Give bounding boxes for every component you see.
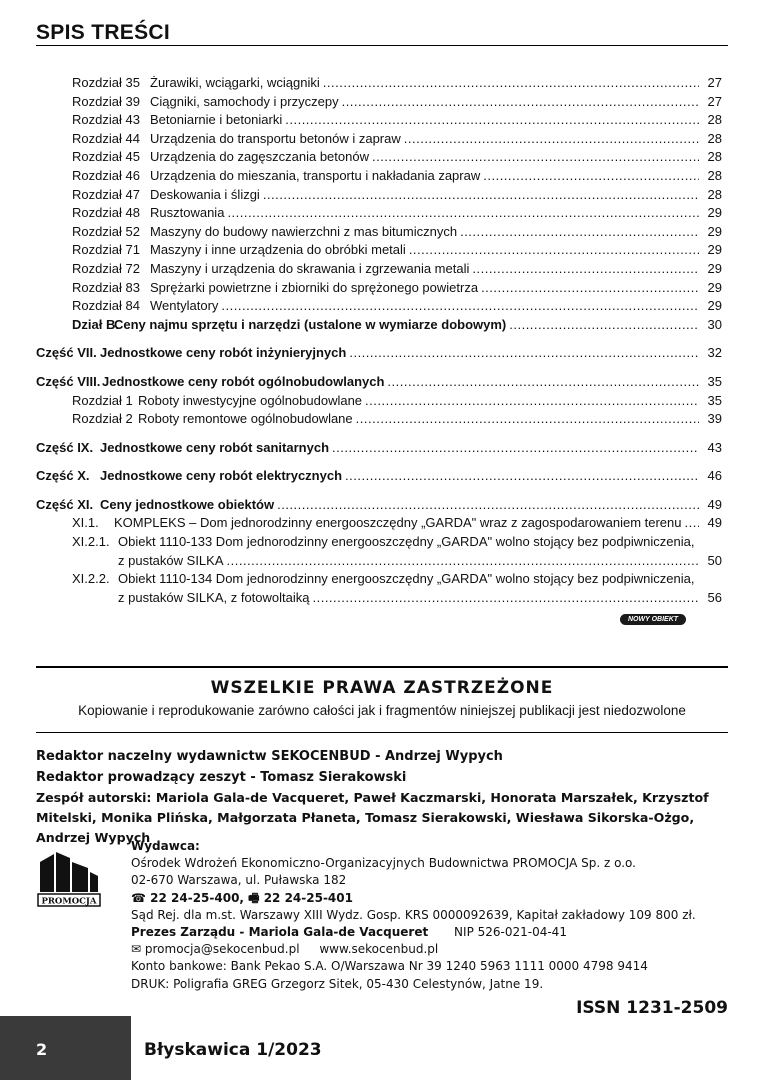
toc-part-7[interactable]	[36, 344, 722, 363]
leader-dots	[372, 148, 699, 167]
toc-chapter-title: Maszyny i inne urządzenia do obróbki metali	[150, 242, 406, 258]
phone-icon: ☎	[131, 890, 146, 905]
leader-dots	[342, 93, 699, 112]
toc-page: 29	[707, 260, 722, 276]
toc-object-title: KOMPLEKS – Dom jednorodzinny energooszczędny „GARDA" wraz z zagospodarowaniem terenu	[114, 515, 682, 531]
new-object-badge: NOWY OBIEKT	[620, 614, 686, 625]
toc-part-num: Część XI.	[36, 496, 94, 512]
toc-part-11[interactable]	[36, 496, 722, 515]
toc-object-num: XI.2.2.	[72, 571, 110, 587]
toc-object-title-2: z pustaków SILKA	[118, 552, 224, 568]
toc-chapter[interactable]	[36, 186, 722, 205]
toc-chapter-num: Rozdział 44	[72, 130, 140, 146]
publisher-bank: Konto bankowe: Bank Pekao S.A. O/Warszawa Nr 39 1240 5963 1111 0000 4798 9414	[131, 959, 648, 974]
toc-page: 29	[707, 242, 722, 258]
toc-chapter-title: Maszyny i urządzenia do skrawania i zgrzewania metali	[150, 260, 470, 276]
publisher-name: Ośrodek Wdrożeń Ekonomiczno-Organizacyjnych Budownictwa PROMOCJA Sp. z o.o.	[131, 856, 636, 871]
toc-chapter[interactable]	[36, 279, 722, 298]
toc-part-title: Ceny jednostkowe obiektów	[100, 496, 275, 512]
toc-page: 29	[707, 223, 722, 239]
leader-dots	[285, 111, 699, 130]
toc-page: 27	[707, 75, 722, 90]
toc-page: 29	[707, 279, 722, 295]
leader-dots	[472, 260, 699, 279]
leader-dots	[685, 514, 700, 533]
publisher-nip: NIP 526-021-04-41	[454, 925, 567, 940]
toc-chapter-title: Sprężarki powietrzne i zbiorniki do sprężonego powietrza	[150, 279, 479, 295]
toc-chapter[interactable]	[36, 93, 722, 112]
toc-page: 49	[707, 515, 722, 531]
toc-page: 35	[707, 392, 722, 408]
publisher-print: DRUK: Poligrafia GREG Grzegorz Sitek, 05-430 Celestynów, Jatne 19.	[131, 976, 544, 991]
toc-object-continued[interactable]	[36, 589, 722, 608]
publisher-address: 02-670 Warszawa, ul. Puławska 182	[131, 873, 347, 888]
toc-part-title: Jednostkowe ceny robót sanitarnych	[100, 439, 330, 455]
publisher-heading: Wydawca:	[131, 839, 200, 853]
toc-chapter-num: Rozdział 84	[72, 298, 140, 314]
toc-page: 27	[707, 93, 722, 109]
toc-object[interactable]	[36, 570, 722, 589]
toc-chapter[interactable]	[36, 260, 722, 279]
publisher-president: Prezes Zarządu - Mariola Gala-de Vacqueret	[131, 925, 429, 940]
publisher-phone: 22 24-25-400,	[150, 890, 244, 905]
toc-part-num: Część VIII.	[36, 373, 101, 389]
toc-page: 28	[707, 167, 722, 183]
logo-text: PROMOCJA	[41, 896, 97, 907]
toc-chapter[interactable]	[36, 297, 722, 316]
toc-chapter-title: Urządzenia do zagęszczania betonów	[150, 149, 369, 165]
toc-page: 56	[707, 589, 722, 605]
toc-chapter-title: Urządzenia do transportu betonów i zapraw	[150, 130, 401, 146]
toc-chapter-num: Rozdział 2	[72, 411, 133, 427]
toc-chapter-title: Ciągniki, samochody i przyczepy	[150, 93, 339, 109]
toc-chapter-num: Rozdział 71	[72, 242, 140, 258]
toc-object[interactable]	[36, 533, 722, 552]
leader-dots	[277, 496, 699, 515]
toc-page: 43	[707, 439, 722, 455]
toc-chapter-title: Żurawiki, wciągarki, wciągniki	[150, 75, 320, 90]
toc-page: 28	[707, 186, 722, 202]
leader-dots	[409, 241, 699, 260]
fax-icon: 🖷	[248, 890, 260, 905]
toc-chapter-title: Betoniarnie i betoniarki	[150, 112, 283, 128]
leader-dots	[356, 410, 699, 429]
leader-dots	[323, 74, 699, 93]
toc-object-title: Obiekt 1110-134 Dom jednorodzinny energooszczędny „GARDA" wolno stojący bez podpiwniczenia,	[118, 571, 695, 587]
section-divider	[36, 732, 728, 733]
toc-page: 28	[707, 149, 722, 165]
publisher-phone-line	[131, 890, 731, 907]
email-icon: ✉	[131, 942, 142, 957]
toc-chapter-title: Deskowania i ślizgi	[150, 186, 260, 202]
toc-chapter[interactable]	[36, 223, 722, 242]
toc-chapter-num: Rozdział 72	[72, 260, 140, 276]
publisher-president-line	[131, 924, 731, 941]
toc-chapter-title: Maszyny do budowy nawierzchni z mas bitumicznych	[150, 223, 458, 239]
toc-chapter[interactable]	[36, 148, 722, 167]
leader-dots	[345, 467, 699, 486]
toc-page: 49	[707, 496, 722, 512]
publisher-www[interactable]: www.sekocenbud.pl	[319, 942, 439, 957]
toc-chapter-title: Roboty remontowe ogólnobudowlane	[138, 411, 353, 427]
leader-dots	[263, 186, 699, 205]
leader-dots	[221, 297, 699, 316]
journal-title: Błyskawica 1/2023	[144, 1040, 322, 1060]
leader-dots	[404, 130, 699, 149]
toc-chapter-num: Rozdział 45	[72, 149, 140, 165]
toc-object-continued[interactable]	[36, 552, 722, 571]
toc-dzial-b[interactable]	[36, 316, 722, 335]
toc-part-10[interactable]	[36, 467, 722, 486]
toc-chapter[interactable]	[36, 130, 722, 149]
publisher-info	[131, 838, 731, 993]
page-title: SPIS TREŚCI	[36, 21, 170, 44]
toc-chapter-num: Rozdział 46	[72, 167, 140, 183]
leader-dots	[312, 589, 699, 608]
leader-dots	[332, 439, 699, 458]
toc-page: 28	[707, 112, 722, 128]
toc-page: 32	[707, 345, 722, 361]
toc-page: 29	[707, 298, 722, 314]
toc-part-title: Jednostkowe ceny robót elektrycznych	[100, 468, 343, 484]
section-divider	[36, 666, 728, 668]
leader-dots	[460, 223, 699, 242]
toc-dzial-title: Ceny najmu sprzętu i narzędzi (ustalone w wymiarze dobowym)	[114, 316, 507, 332]
toc-part-8[interactable]	[36, 373, 722, 392]
toc-chapter-num: Rozdział 43	[72, 112, 140, 128]
header-rule	[36, 45, 728, 46]
toc-page: 50	[707, 552, 722, 568]
toc-page: 30	[707, 316, 722, 332]
credits	[36, 746, 736, 848]
chapter-list	[36, 74, 722, 316]
leader-dots	[365, 392, 699, 411]
toc-chapter-num: Rozdział 52	[72, 223, 140, 239]
footer-page-box	[0, 1016, 131, 1080]
leader-dots	[483, 167, 699, 186]
toc-chapter-num: Rozdział 35	[72, 75, 140, 90]
toc-chapter-title: Roboty inwestycyjne ogólnobudowlane	[138, 392, 363, 408]
toc-chapter[interactable]	[36, 204, 722, 223]
publisher-contact-line	[131, 941, 731, 958]
toc-chapter-num: Rozdział 48	[72, 205, 140, 221]
toc-part-num: Część VII.	[36, 345, 97, 361]
toc-page: 46	[707, 468, 722, 484]
promocja-logo-icon	[36, 848, 102, 908]
toc-object-title: Obiekt 1110-133 Dom jednorodzinny energooszczędny „GARDA" wolno stojący bez podpiwniczenia,	[118, 534, 695, 550]
editor-chief: Redaktor naczelny wydawnictw SEKOCENBUD - Andrzej Wypych	[36, 749, 503, 764]
toc-page: 39	[707, 411, 722, 427]
publisher-court: Sąd Rej. dla m.st. Warszawy XIII Wydz. Gosp. KRS 0000092639, Kapitał zakładowy 109 800 zł.	[131, 907, 696, 922]
rights-subtitle: Kopiowanie i reprodukowanie zarówno całości jak i fragmentów niniejszej publikacji jest niedozwolone	[78, 703, 686, 718]
table-of-contents	[36, 74, 722, 607]
toc-page: 29	[707, 205, 722, 221]
toc-part-title: Jednostkowe ceny robót inżynieryjnych	[100, 345, 347, 361]
publisher-email[interactable]: promocja@sekocenbud.pl	[144, 942, 300, 957]
page-number: 2	[36, 1040, 48, 1059]
toc-chapter[interactable]	[36, 392, 722, 411]
leader-dots	[349, 344, 699, 363]
toc-part-9[interactable]	[36, 439, 722, 458]
leader-dots	[227, 204, 699, 223]
toc-chapter[interactable]	[36, 74, 722, 93]
publisher-fax: 22 24-25-401	[263, 890, 353, 905]
toc-page: 28	[707, 130, 722, 146]
leader-dots	[509, 316, 699, 335]
leader-dots	[227, 552, 700, 571]
toc-chapter-num: Rozdział 1	[72, 392, 133, 408]
toc-chapter-num: Rozdział 83	[72, 279, 140, 295]
toc-chapter[interactable]	[36, 167, 722, 186]
toc-chapter-title: Rusztowania	[150, 205, 225, 221]
toc-object-title-2: z pustaków SILKA, z fotowoltaiką	[118, 589, 310, 605]
toc-object-num: XI.2.1.	[72, 534, 110, 550]
toc-chapter-num: Rozdział 39	[72, 93, 140, 109]
editor-lead: Redaktor prowadzący zeszyt - Tomasz Sierakowski	[36, 770, 407, 785]
toc-chapter-title: Urządzenia do mieszania, transportu i nakładania zapraw	[150, 167, 481, 183]
toc-chapter[interactable]	[36, 241, 722, 260]
toc-part-num: Część X.	[36, 468, 90, 484]
rights-title: WSZELKIE PRAWA ZASTRZEŻONE	[210, 678, 554, 698]
toc-chapter-title: Wentylatory	[150, 298, 219, 314]
issn: ISSN 1231-2509	[576, 998, 728, 1018]
toc-chapter[interactable]	[36, 111, 722, 130]
toc-chapter-num: Rozdział 47	[72, 186, 140, 202]
toc-object[interactable]	[36, 514, 722, 533]
toc-part-num: Część IX.	[36, 439, 94, 455]
toc-page: 35	[707, 373, 722, 389]
leader-dots	[387, 373, 699, 392]
leader-dots	[481, 279, 699, 298]
toc-dzial-label: Dział B.	[72, 316, 119, 332]
author-team: Zespół autorski: Mariola Gala-de Vacqueret, Paweł Kaczmarski, Honorata Marszałek, Krzysztof Mitelski, Monika Plińska, Małgorzata Płaneta, Tomasz Sierakowski, Wiesława Sikorska-Ożgo, Andrzej Wypych	[36, 790, 709, 845]
toc-chapter[interactable]	[36, 410, 722, 429]
toc-part-title: Jednostkowe ceny robót ogólnobudowlanych	[102, 373, 385, 389]
toc-object-num: XI.1.	[72, 515, 99, 531]
